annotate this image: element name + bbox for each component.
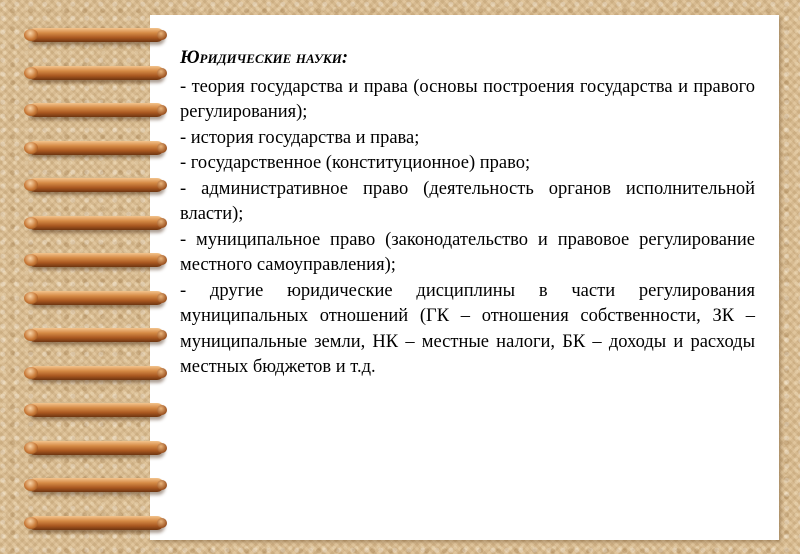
binder-ring [28, 253, 164, 267]
slide-content [180, 46, 755, 381]
binder-ring [28, 516, 164, 530]
slide-title: Юридические науки: [180, 48, 348, 68]
binder-ring [28, 291, 164, 305]
list-item: - муниципальное право (законодательство и правовое регулирование местного самоуправления); [180, 229, 755, 275]
binder-ring [28, 66, 164, 80]
list-item: - административное право (деятельность органов исполнительной власти); [180, 178, 755, 224]
binder-ring [28, 366, 164, 380]
binder-ring [28, 141, 164, 155]
binder-ring [28, 216, 164, 230]
binder-ring [28, 441, 164, 455]
binder-ring [28, 328, 164, 342]
list-item: - государственное (конституционное) право; [180, 153, 531, 173]
list-item: - история государства и права; [180, 127, 420, 148]
binder-ring [28, 178, 164, 192]
binder-ring [28, 478, 164, 492]
list-item: - теория государства и права (основы построения государства и правого регулирования); [180, 76, 755, 122]
binder-ring [28, 28, 164, 42]
list-item: - другие юридические дисциплины в части регулирования муниципальных отношений (ГК – отношения собственности, ЗК – муниципальные земли, НК – местные налоги, БК – доходы и расходы местных бюджетов и т.д. [180, 280, 755, 377]
binder-ring [28, 103, 164, 117]
binder-ring [28, 403, 164, 417]
